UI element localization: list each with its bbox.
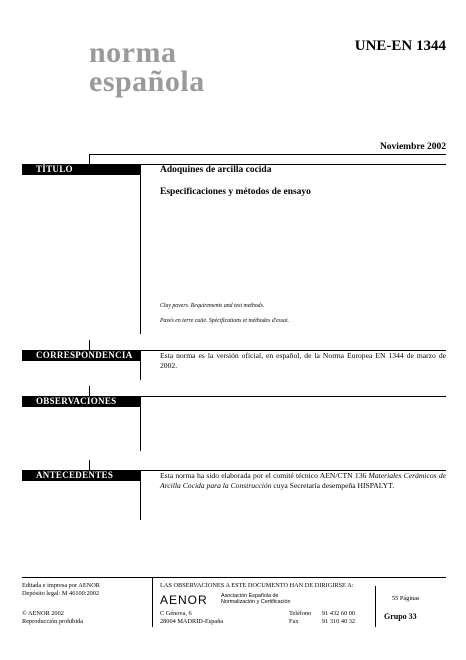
section-label-antecedentes: ANTECEDENTES bbox=[22, 470, 140, 481]
footer-phone: 91 432 60 00 bbox=[322, 610, 356, 617]
top-rule-tick bbox=[89, 154, 90, 164]
brand-espanola: española bbox=[89, 65, 205, 98]
antecedentes-text-2: cuya Secretaría desempeña HISPALYT. bbox=[271, 481, 395, 490]
correspondencia-vline bbox=[140, 350, 141, 380]
antecedentes-text bbox=[160, 471, 446, 491]
subtitle-es: Especificaciones y métodos de ensayo bbox=[160, 187, 311, 197]
footer-pages: 55 Páginas bbox=[392, 595, 420, 602]
aenor-name bbox=[221, 593, 291, 606]
footer-address-line1: C Génova, 6 bbox=[160, 610, 192, 617]
standard-code: UNE-EN 1344 bbox=[354, 38, 446, 54]
footer-fax-label: Fax bbox=[289, 618, 299, 625]
title-fr: Pavés en terre cuite. Spécifications et méthodes d'essai. bbox=[160, 318, 290, 324]
footer-legal-deposit: Depósito legal: M 46100:2002 bbox=[22, 590, 100, 597]
footer-divider-right bbox=[375, 586, 376, 627]
correspondencia-text: Esta norma es la versión oficial, en español, de la Norma Europea EN 1344 de marzo de 2002. bbox=[160, 351, 446, 370]
observaciones-vline bbox=[140, 396, 141, 451]
title-es: Adoquines de arcilla cocida bbox=[160, 165, 272, 175]
footer-address-line2: 28004 MADRID-España bbox=[160, 618, 224, 625]
footer-divider-left bbox=[152, 577, 153, 627]
footer-copyright: © AENOR 2002 bbox=[22, 610, 64, 617]
title-en: Clay pavers. Requirements and test methods. bbox=[160, 303, 265, 309]
section-label-correspondencia: CORRESPONDENCIA bbox=[22, 350, 140, 361]
titulo-vline bbox=[140, 164, 141, 334]
publication-date: Noviembre 2002 bbox=[379, 142, 446, 152]
top-rule bbox=[89, 154, 446, 155]
correspondencia-tick bbox=[89, 340, 90, 350]
footer-fax: 91 310 40 32 bbox=[322, 618, 356, 625]
section-label-observaciones: OBSERVACIONES bbox=[22, 396, 140, 407]
footer-rule bbox=[22, 577, 446, 578]
antecedentes-committee-name: Materiales Cerámicos de Arcilla Cocida para la Construcción bbox=[160, 471, 446, 490]
observaciones-rule bbox=[140, 396, 446, 397]
aenor-logo: AENOR bbox=[160, 593, 208, 607]
antecedentes-text-1: Esta norma ha sido elaborada por el comité técnico AEN/CTN 136 bbox=[160, 471, 369, 480]
footer-edited: Editada e impresa por AENOR bbox=[22, 582, 100, 589]
footer-rights: Reproducción prohibida bbox=[22, 618, 84, 625]
aenor-name-line1: Asociación Española de bbox=[221, 593, 279, 599]
section-label-titulo: TÍTULO bbox=[22, 164, 140, 175]
antecedentes-tick bbox=[89, 460, 90, 470]
footer-group: Grupo 33 bbox=[384, 612, 417, 621]
footer-phone-label: Teléfono bbox=[289, 610, 312, 617]
observaciones-tick bbox=[89, 386, 90, 396]
aenor-name-line2: Normalización y Certificación bbox=[221, 599, 291, 606]
footer-observations-heading: LAS OBSERVACIONES A ESTE DOCUMENTO HAN DE DIRIGIRSE A: bbox=[160, 582, 354, 589]
antecedentes-vline bbox=[140, 470, 141, 520]
brand-norma: norma bbox=[89, 36, 177, 69]
